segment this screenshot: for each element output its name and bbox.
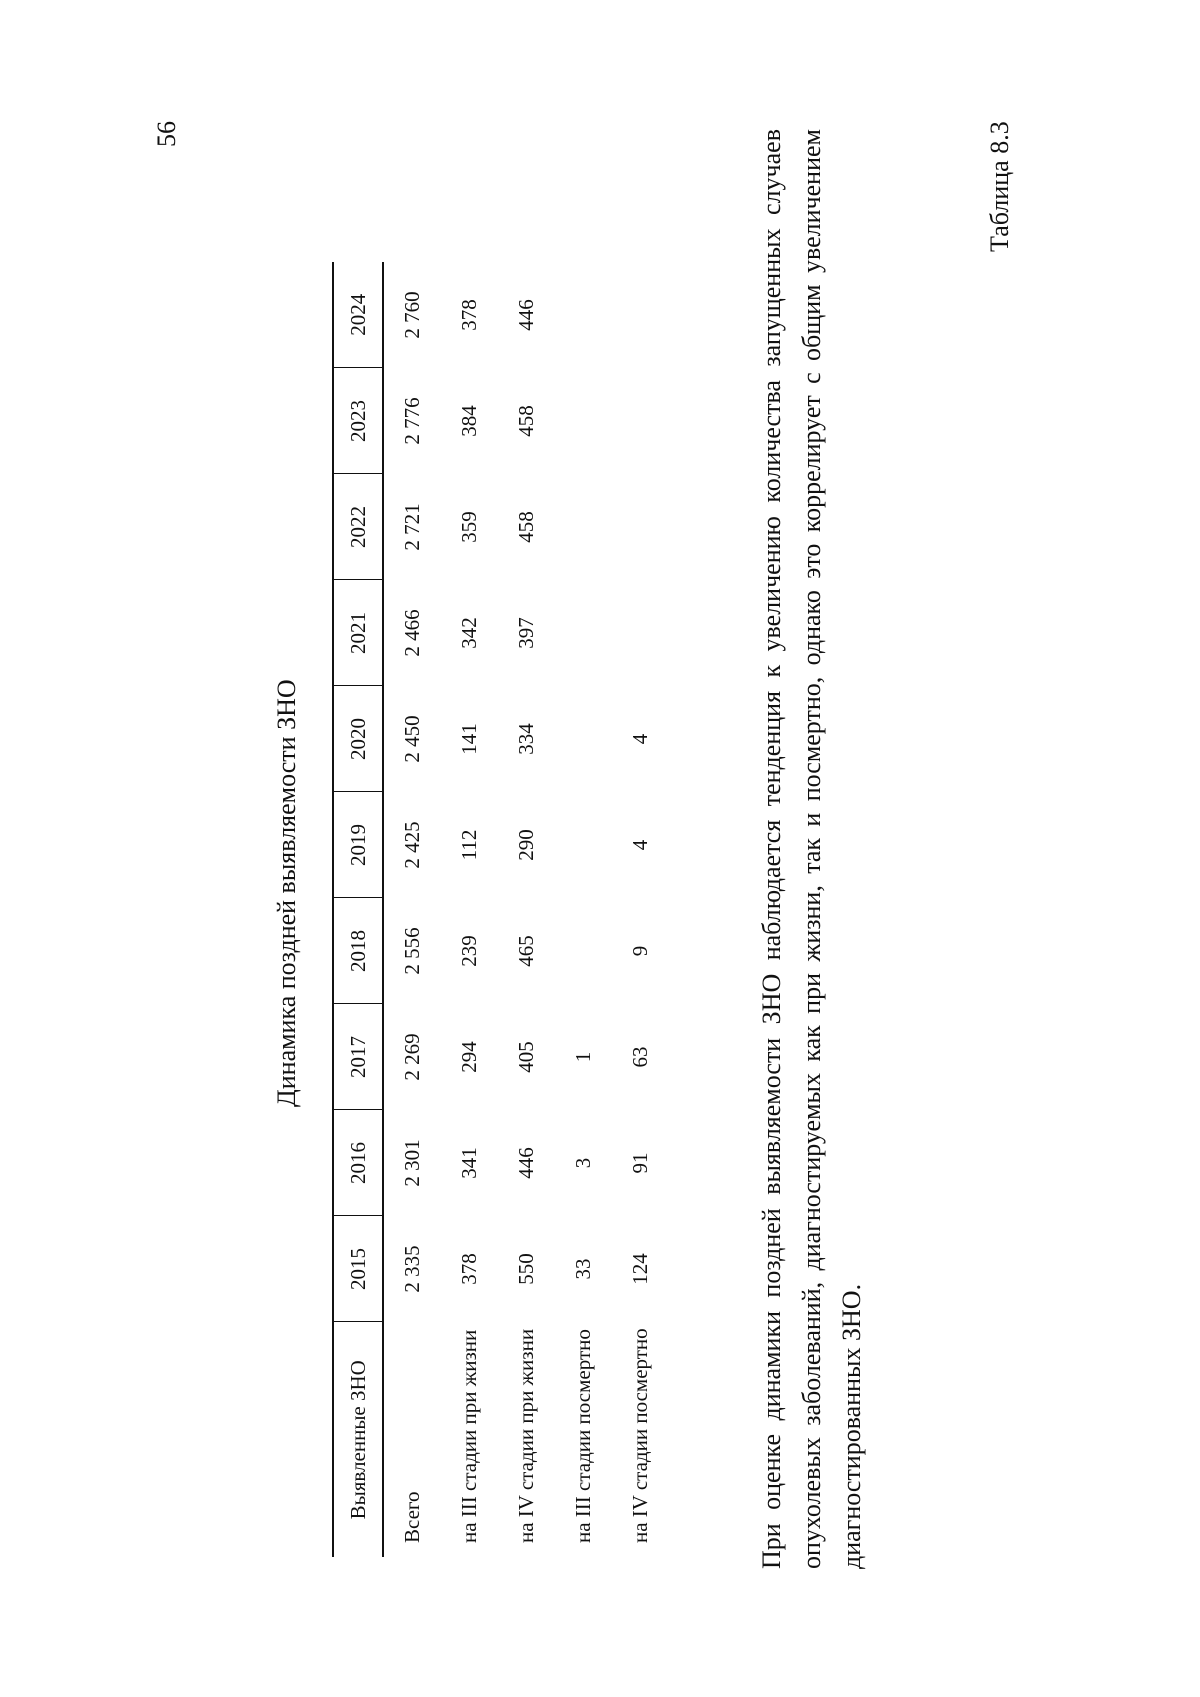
row-label: на III стадии при жизни: [457, 1329, 481, 1543]
column-header-year: 2020: [333, 686, 383, 792]
table-cell: 294: [457, 1041, 481, 1073]
table-cell: 465: [514, 935, 538, 967]
column-header-year: 2023: [333, 368, 383, 474]
table-cell: 378: [457, 1253, 481, 1285]
table-header-row: [333, 262, 383, 1557]
table-cell: 384: [457, 405, 481, 437]
table-cell: 334: [514, 723, 538, 755]
table-cell: 4: [628, 733, 652, 745]
table-cell: 341: [457, 1147, 481, 1179]
column-header-year: 2024: [333, 262, 383, 368]
table-cell: 378: [457, 299, 481, 331]
zno-detection-table: [332, 262, 669, 1557]
table-title: Динамика поздней выявляемости ЗНО: [272, 679, 301, 1107]
table-cell: 550: [514, 1253, 538, 1285]
column-header-year: 2021: [333, 580, 383, 686]
column-header-year: 2019: [333, 792, 383, 898]
table-cell: 91: [628, 1152, 652, 1174]
table-cell: [555, 898, 612, 1004]
table-row: [498, 262, 555, 1557]
table-cell: 2 450: [400, 715, 424, 763]
table-cell: 2 776: [400, 397, 424, 445]
table-cell: [612, 368, 669, 474]
column-header-year: 2016: [333, 1110, 383, 1216]
table-cell: 446: [514, 299, 538, 331]
row-label: на IV стадии посмертно: [628, 1328, 652, 1543]
table-cell: [555, 792, 612, 898]
table-cell: [555, 262, 612, 368]
table-cell: 1: [571, 1051, 595, 1063]
table-cell: 112: [457, 829, 481, 861]
table-row: [441, 262, 498, 1557]
row-label: на IV стадии при жизни: [514, 1328, 538, 1543]
table-cell: 3: [571, 1157, 595, 1169]
column-header-year: 2018: [333, 898, 383, 1004]
table-cell: 2 301: [400, 1139, 424, 1187]
table-cell: 359: [457, 511, 481, 543]
table-cell: 446: [514, 1147, 538, 1179]
column-header-year: 2022: [333, 474, 383, 580]
table-row: [383, 262, 441, 1557]
table-cell: 458: [514, 405, 538, 437]
table-cell: [612, 474, 669, 580]
table-cell: 290: [514, 829, 538, 861]
table-cell: 141: [457, 723, 481, 755]
table-cell: 2 425: [400, 821, 424, 869]
table-cell: 405: [514, 1041, 538, 1073]
table-cell: 2 269: [400, 1033, 424, 1081]
table-cell: [612, 262, 669, 368]
table-cell: 2 760: [400, 291, 424, 339]
table-cell: [555, 686, 612, 792]
table-cell: 9: [628, 945, 652, 957]
column-header-label: Выявленные ЗНО: [333, 1322, 383, 1557]
table-cell: 63: [628, 1046, 652, 1068]
table-cell: 458: [514, 511, 538, 543]
table-cell: 33: [571, 1258, 595, 1280]
table-cell: [555, 474, 612, 580]
table-cell: 2 335: [400, 1245, 424, 1293]
table-cell: 2 556: [400, 927, 424, 975]
table-cell: 124: [628, 1253, 652, 1285]
row-label: на III стадии посмертно: [571, 1329, 595, 1543]
row-label: Всего: [400, 1491, 424, 1543]
table-cell: 342: [457, 617, 481, 649]
table-cell: [555, 368, 612, 474]
table-row: [612, 262, 669, 1557]
table-cell: 397: [514, 617, 538, 649]
table-body: [383, 262, 669, 1557]
table-label: Таблица 8.3: [985, 121, 1014, 252]
table-cell: 2 466: [400, 609, 424, 657]
column-header-year: 2015: [333, 1216, 383, 1322]
column-header-year: 2017: [333, 1004, 383, 1110]
table-cell: 2 721: [400, 503, 424, 551]
table-cell: [612, 580, 669, 686]
body-paragraph: При оценке динамики поздней выявляемости ЗНО наблюдается тенденция к увеличению количества запущенных случаев опухолевых заболеваний, диагностируемых как при жизни, так и посмертно, однако это коррелирует с общим увеличением диагностированных ЗНО.: [757, 129, 866, 1569]
table-cell: 4: [628, 839, 652, 851]
table-cell: [555, 580, 612, 686]
page-number: 56: [152, 121, 181, 147]
table-row: [555, 262, 612, 1557]
table-cell: 239: [457, 935, 481, 967]
